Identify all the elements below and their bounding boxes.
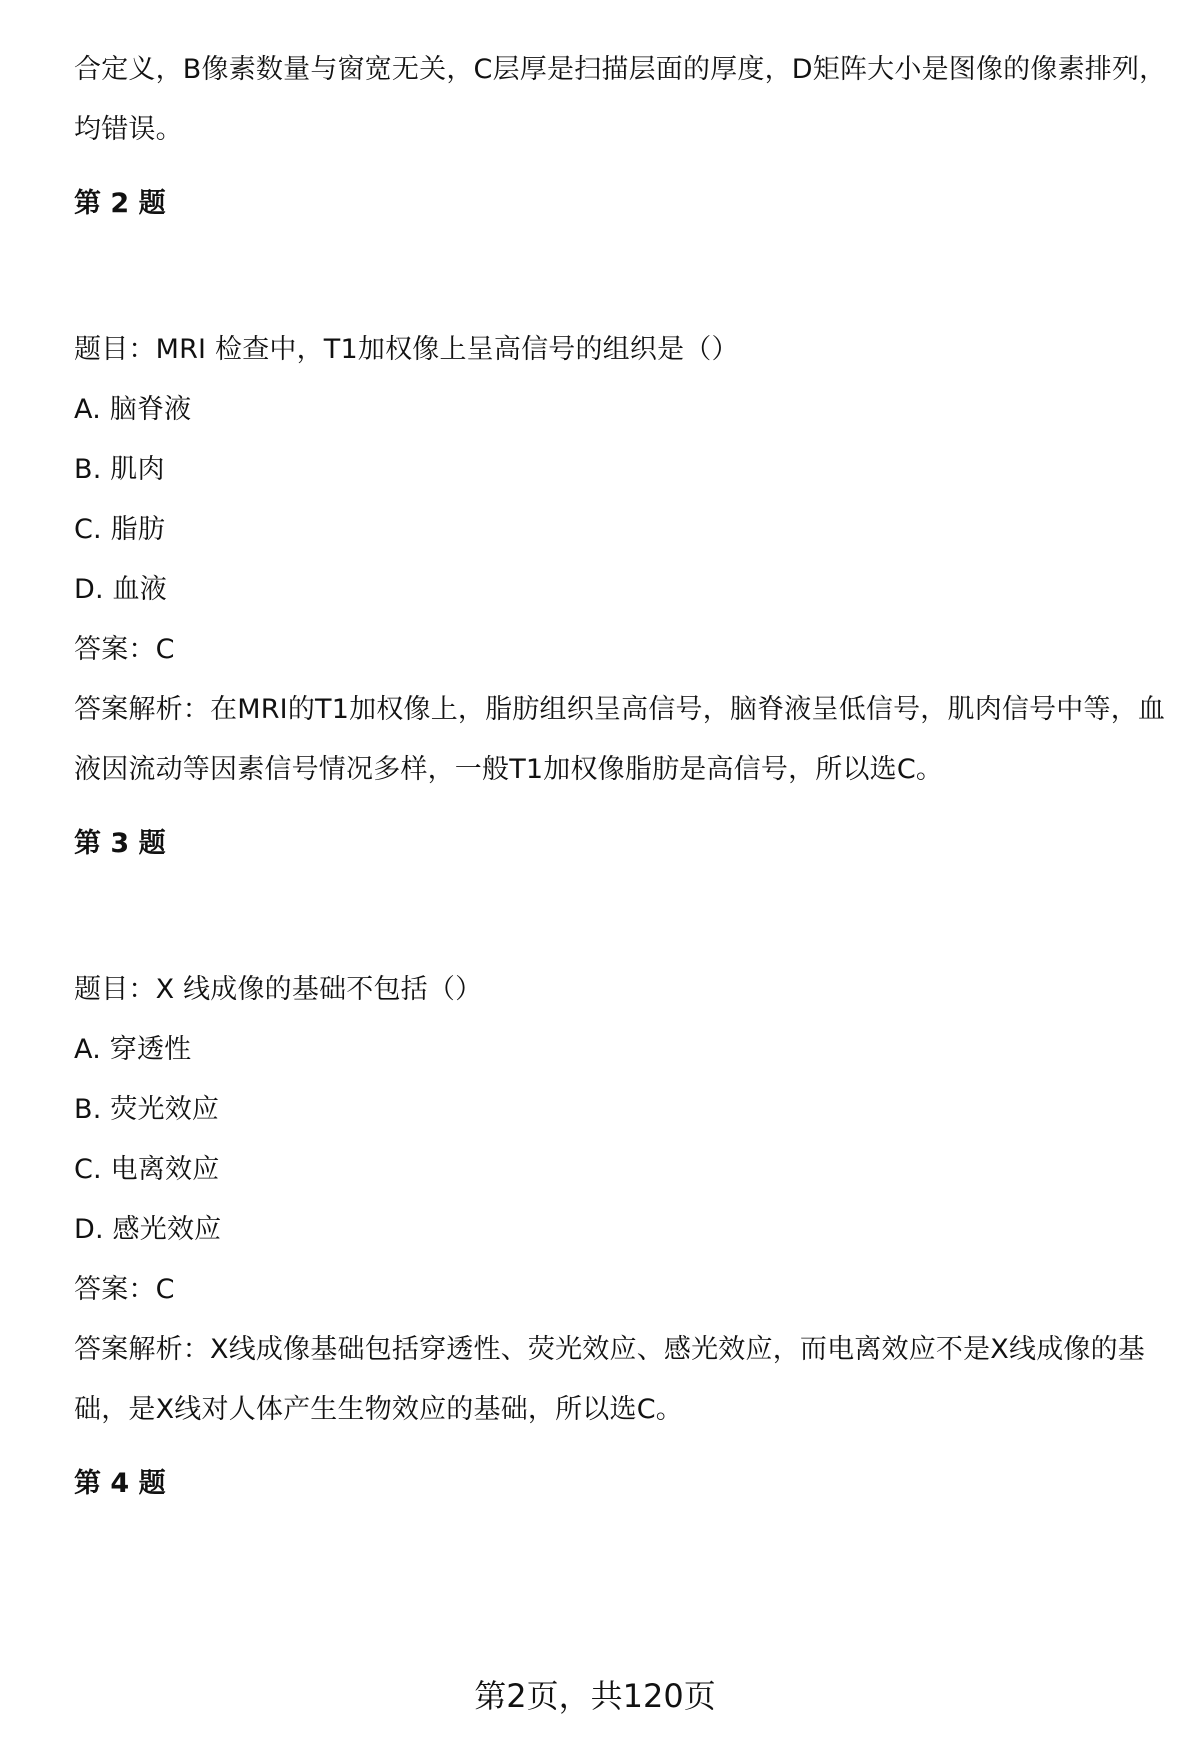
intro-paragraph: 合定义，B像素数量与窗宽无关，C层厚是扫描层面的厚度，D矩阵大小是图像的像素排列，均错误。 (74, 54, 1167, 145)
option-d: D. 血液 (74, 574, 167, 605)
option-c: C. 脂肪 (74, 514, 166, 545)
question-heading: 第 3 题 (74, 828, 166, 859)
option-a: A. 穿透性 (74, 1034, 192, 1065)
question-2 (74, 174, 1174, 800)
answer: 答案：C (74, 634, 175, 665)
option-b: B. 肌肉 (74, 454, 165, 485)
question-text: 题目：MRI 检查中，T1加权像上呈高信号的组织是（） (74, 334, 739, 365)
answer-analysis: 答案解析：X线成像基础包括穿透性、荧光效应、感光效应，而电离效应不是X线成像的基础，是X线对人体产生生物效应的基础，所以选C。 (74, 1334, 1145, 1425)
option-a: A. 脑脊液 (74, 394, 192, 425)
question-heading: 第 2 题 (74, 188, 166, 219)
question-heading: 第 4 题 (74, 1468, 166, 1499)
option-d: D. 感光效应 (74, 1214, 222, 1245)
question-4 (74, 1454, 1174, 1514)
option-c: C. 电离效应 (74, 1154, 220, 1185)
answer-analysis: 答案解析：在MRI的T1加权像上，脂肪组织呈高信号，脑脊液呈低信号，肌肉信号中等，血液因流动等因素信号情况多样，一般T1加权像脂肪是高信号，所以选C。 (74, 694, 1166, 785)
answer: 答案：C (74, 1274, 175, 1305)
question-3 (74, 814, 1174, 1440)
option-b: B. 荧光效应 (74, 1094, 220, 1125)
page-footer: 第2页，共120页 (474, 1677, 716, 1715)
question-text: 题目：X 线成像的基础不包括（） (74, 974, 483, 1005)
document-page (74, 40, 1174, 1514)
